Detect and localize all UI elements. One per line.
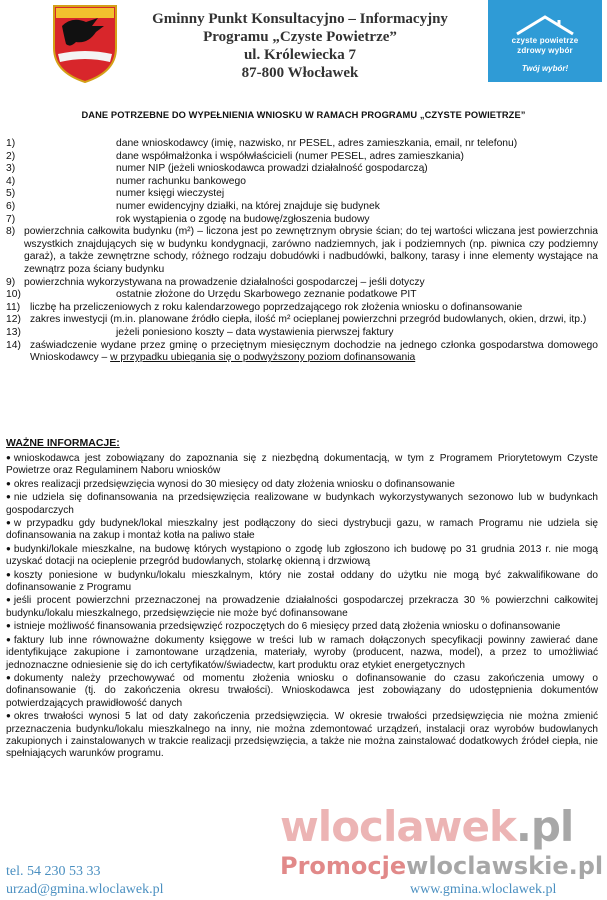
item-text — [30, 340, 598, 365]
institution-city: 87-800 Włocławek — [241, 65, 359, 81]
watermark-wloclawek-name: wloclawek — [280, 802, 516, 851]
list-item — [6, 188, 598, 201]
info-bullet — [6, 634, 598, 672]
info-bullet — [6, 491, 598, 517]
bullet-icon: ● — [6, 634, 11, 644]
bullet-text: w przypadku gdy budynek/lokal mieszkalny jest podłączony do sieci dystrybucji gazu, w ramach Programu nie udziela się dofinansowania na zakup i montaż kotła na paliwo stałe — [6, 518, 598, 542]
bullet-text: wnioskodawca jest zobowiązany do zapoznania się z niezbędną dokumentacją, w tym z Programem Priorytetowym Czyste Powietrze oraz Regulaminem Naboru wniosków — [6, 453, 598, 477]
info-bullet — [6, 672, 598, 710]
watermark-promocje — [280, 852, 603, 880]
item-number: 12) — [6, 314, 21, 326]
info-bullet — [6, 569, 598, 595]
item-text: numer ewidencyjny działki, na której znajduje się budynek — [116, 200, 380, 212]
bullet-text: jeśli procent powierzchni przeznaczonej na prowadzenie działalności gospodarczej przekracza 30 % powierzchni całkowitej budynku/lokalu mieszkalnego, przedsięwzięcie nie może być dofinansowane — [6, 595, 598, 619]
item-text: dane współmałżonka i współwłaścicieli (numer PESEL, adres zamieszkania) — [116, 150, 464, 162]
footer-website[interactable]: www.gmina.wloclawek.pl — [410, 882, 557, 897]
list-item — [6, 176, 598, 189]
bullet-icon: ● — [6, 543, 11, 553]
item-number: 14) — [6, 339, 21, 351]
coat-of-arms-icon — [52, 4, 118, 84]
item-text: powierzchnia całkowita budynku (m²) – liczona jest po zewnętrznym obrysie ścian; do tej wartości wliczana jest powierzchnia wszystkich znajdujących się w budynku kondygnacji, zarówno nadziemnych, jak i podziemnych (np. piwnica czy podziemny garaż), a także zewnętrzne schody, różnego rodzaju dobudówki i nadbudówki, balkony, tarasy i inne elementy wystające na zewnątrz poza ściany budynku — [24, 226, 598, 275]
list-item — [6, 226, 598, 276]
item-text: zakres inwestycji (m.in. planowane źródło ciepła, ilość m² ocieplanej powierzchni przegród budowlanych, okien, drzwi, itp.) — [30, 314, 587, 326]
item-text: dane wnioskodawcy (imię, nazwisko, nr PESEL, adres zamieszkania, email, nr telefonu) — [116, 138, 518, 149]
logo-line-1: czyste powietrze — [511, 36, 579, 45]
logo-slogan: Twój wybór! — [521, 64, 569, 73]
info-bullet — [6, 478, 598, 491]
item-number: 3) — [6, 163, 16, 175]
item-number: 5) — [6, 188, 16, 200]
list-item — [6, 163, 598, 176]
bullet-icon: ● — [6, 711, 11, 721]
list-item — [6, 327, 598, 340]
item-number: 8) — [6, 226, 16, 238]
item-text: ostatnie złożone do Urzędu Skarbowego zeznanie podatkowe PIT — [116, 289, 417, 301]
logo-line-2: zdrowy wybór — [517, 46, 573, 55]
bullet-icon: ● — [6, 453, 11, 462]
list-item — [6, 289, 598, 302]
czyste-powietrze-logo — [488, 0, 602, 82]
item-number: 7) — [6, 213, 16, 225]
institution-street: ul. Królewiecka 7 — [243, 47, 357, 63]
item-text: liczbę ha przeliczeniowych z roku kalendarzowego poprzedzającego rok złożenia wniosku o dofinansowanie — [30, 301, 523, 313]
bullet-icon: ● — [6, 518, 11, 528]
item-text: jeżeli poniesiono koszty – data wystawienia pierwszej faktury — [116, 326, 394, 338]
required-data-list — [6, 138, 598, 365]
list-item — [6, 201, 598, 214]
item-number: 10) — [6, 289, 21, 301]
item-number: 4) — [6, 175, 16, 187]
bullet-text: okres trwałości wynosi 5 lat od daty zakończenia przedsięwzięcia. W okresie trwałości przedsięwzięcia nie można zmienić przeznaczenia budynku/lokalu mieszkalnego na inny, nie można zdemontować urządzeń, instalacji oraz wyrobów budowlanych zakupionych i zainstalowanych w trakcie realizacji przedsięwzięcia, a także nie można zainstalować dodatkowych źródeł ciepła, nie spełniających warunków programu. — [6, 711, 598, 760]
bullet-text: nie udziela się dofinansowania na przedsięwzięcia realizowane w budynkach wykorzystywanych sezonowo lub w budynkach gospodarczych — [6, 492, 598, 516]
info-bullet — [6, 517, 598, 543]
item-text-main: zaświadczenie wydane przez gminę o przeciętnym miesięcznym dochodzie na jednego członka gospodarstwa domowego Wnioskodawcy – — [30, 339, 598, 364]
list-item — [6, 340, 598, 365]
document-title: DANE POTRZEBNE DO WYPEŁNIENIA WNIOSKU W RAMACH PROGRAMU „CZYSTE POWIETRZE” — [81, 110, 526, 120]
item-number: 9) — [6, 276, 16, 288]
list-item — [6, 151, 598, 164]
institution-line-2: Programu „Czyste Powietrze” — [203, 29, 397, 45]
info-bullet — [6, 594, 598, 620]
bullet-text: faktury lub inne równoważne dokumenty księgowe w treści lub w ramach dołączonych specyfikacji powinny zawierać dane identyfikujące zakupione i zamontowane urządzenia, materiały, wyroby (producent, nazwa, model), a przez to umożliwiać jednoznaczne odniesienie się do ich certyfikatów/świadectw, kart produktu oraz etykiet energetycznych — [6, 634, 598, 671]
list-item — [6, 214, 598, 227]
item-number: 2) — [6, 150, 16, 162]
list-item — [6, 277, 598, 290]
bullet-text: koszty poniesione w budynku/lokalu mieszkalnym, który nie został oddany do użytku nie mogą być zakwalifikowane do dofinansowanie z Programu — [6, 569, 598, 594]
info-bullet — [6, 543, 598, 569]
bullet-icon: ● — [6, 478, 11, 488]
item-text: numer rachunku bankowego — [116, 175, 246, 187]
list-item — [6, 138, 598, 151]
watermark-promocje-prefix: Promocje — [280, 852, 407, 880]
info-bullet — [6, 452, 598, 478]
bullet-text: okres realizacji przedsięwzięcia wynosi do 30 miesięcy od daty złożenia wniosku o dofinansowanie — [13, 478, 455, 490]
footer-phone: tel. 54 230 53 33 — [6, 864, 101, 879]
item-text-underlined: w przypadku ubiegania się o podwyższony poziom dofinansowania — [110, 352, 416, 364]
important-info-list — [6, 452, 598, 761]
institution-name — [140, 10, 460, 82]
info-bullet — [6, 710, 598, 761]
info-bullet — [6, 620, 598, 633]
footer-email[interactable]: urzad@gmina.wloclawek.pl — [6, 882, 164, 897]
bullet-text: istnieje możliwość finansowania przedsięwzięć rozpoczętych do 6 miesięcy przed datą złożenia wniosku o dofinansowanie — [13, 621, 561, 633]
item-text: powierzchnia wykorzystywana na prowadzenie działalności gospodarczej – jeśli dotyczy — [24, 276, 425, 288]
important-info-heading: WAŻNE INFORMACJE: — [6, 437, 120, 449]
list-item — [6, 314, 598, 327]
item-text: numer księgi wieczystej — [116, 188, 225, 200]
watermark-wloclawek-tld: .pl — [515, 802, 574, 851]
item-text: numer NIP (jeżeli wnioskodawca prowadzi działalność gospodarczą) — [116, 163, 428, 175]
item-number: 1) — [6, 138, 16, 149]
item-number: 13) — [6, 326, 21, 338]
letterhead — [0, 0, 607, 90]
item-number: 11) — [6, 301, 21, 313]
watermark-promocje-domain: wloclawskie.pl — [406, 852, 604, 880]
item-text: rok wystąpienia o zgodę na budowę/zgłoszenia budowy — [116, 213, 370, 225]
bullet-text: dokumenty należy przechowywać od momentu złożenia wniosku o dofinansowanie do czasu zakończenia umowy o dofinansowanie (tj. do zakończenia okresu trwałości). Wnioskodawca jest zobowiązany do udostępnienia dokumentów potwierdzających prawidłowość danych — [6, 672, 598, 709]
bullet-icon: ● — [6, 492, 11, 502]
house-icon — [515, 14, 575, 36]
list-item — [6, 302, 598, 315]
watermark-wloclawek — [280, 802, 573, 851]
bullet-icon: ● — [6, 672, 11, 682]
bullet-icon: ● — [6, 595, 11, 605]
institution-line-1: Gminny Punkt Konsultacyjno – Informacyjny — [152, 11, 448, 27]
bullet-icon: ● — [6, 621, 11, 631]
item-number: 6) — [6, 200, 16, 212]
bullet-icon: ● — [6, 569, 11, 579]
bullet-text: budynki/lokale mieszkalne, na budowę których wystąpiono o zgodę lub zgłoszono ich budowę po 31 grudnia 2013 r. nie mogą uzyskać dotacji na ocieplenie przegród budowlanych, stolarkę okienną i drzwiową — [6, 543, 598, 568]
